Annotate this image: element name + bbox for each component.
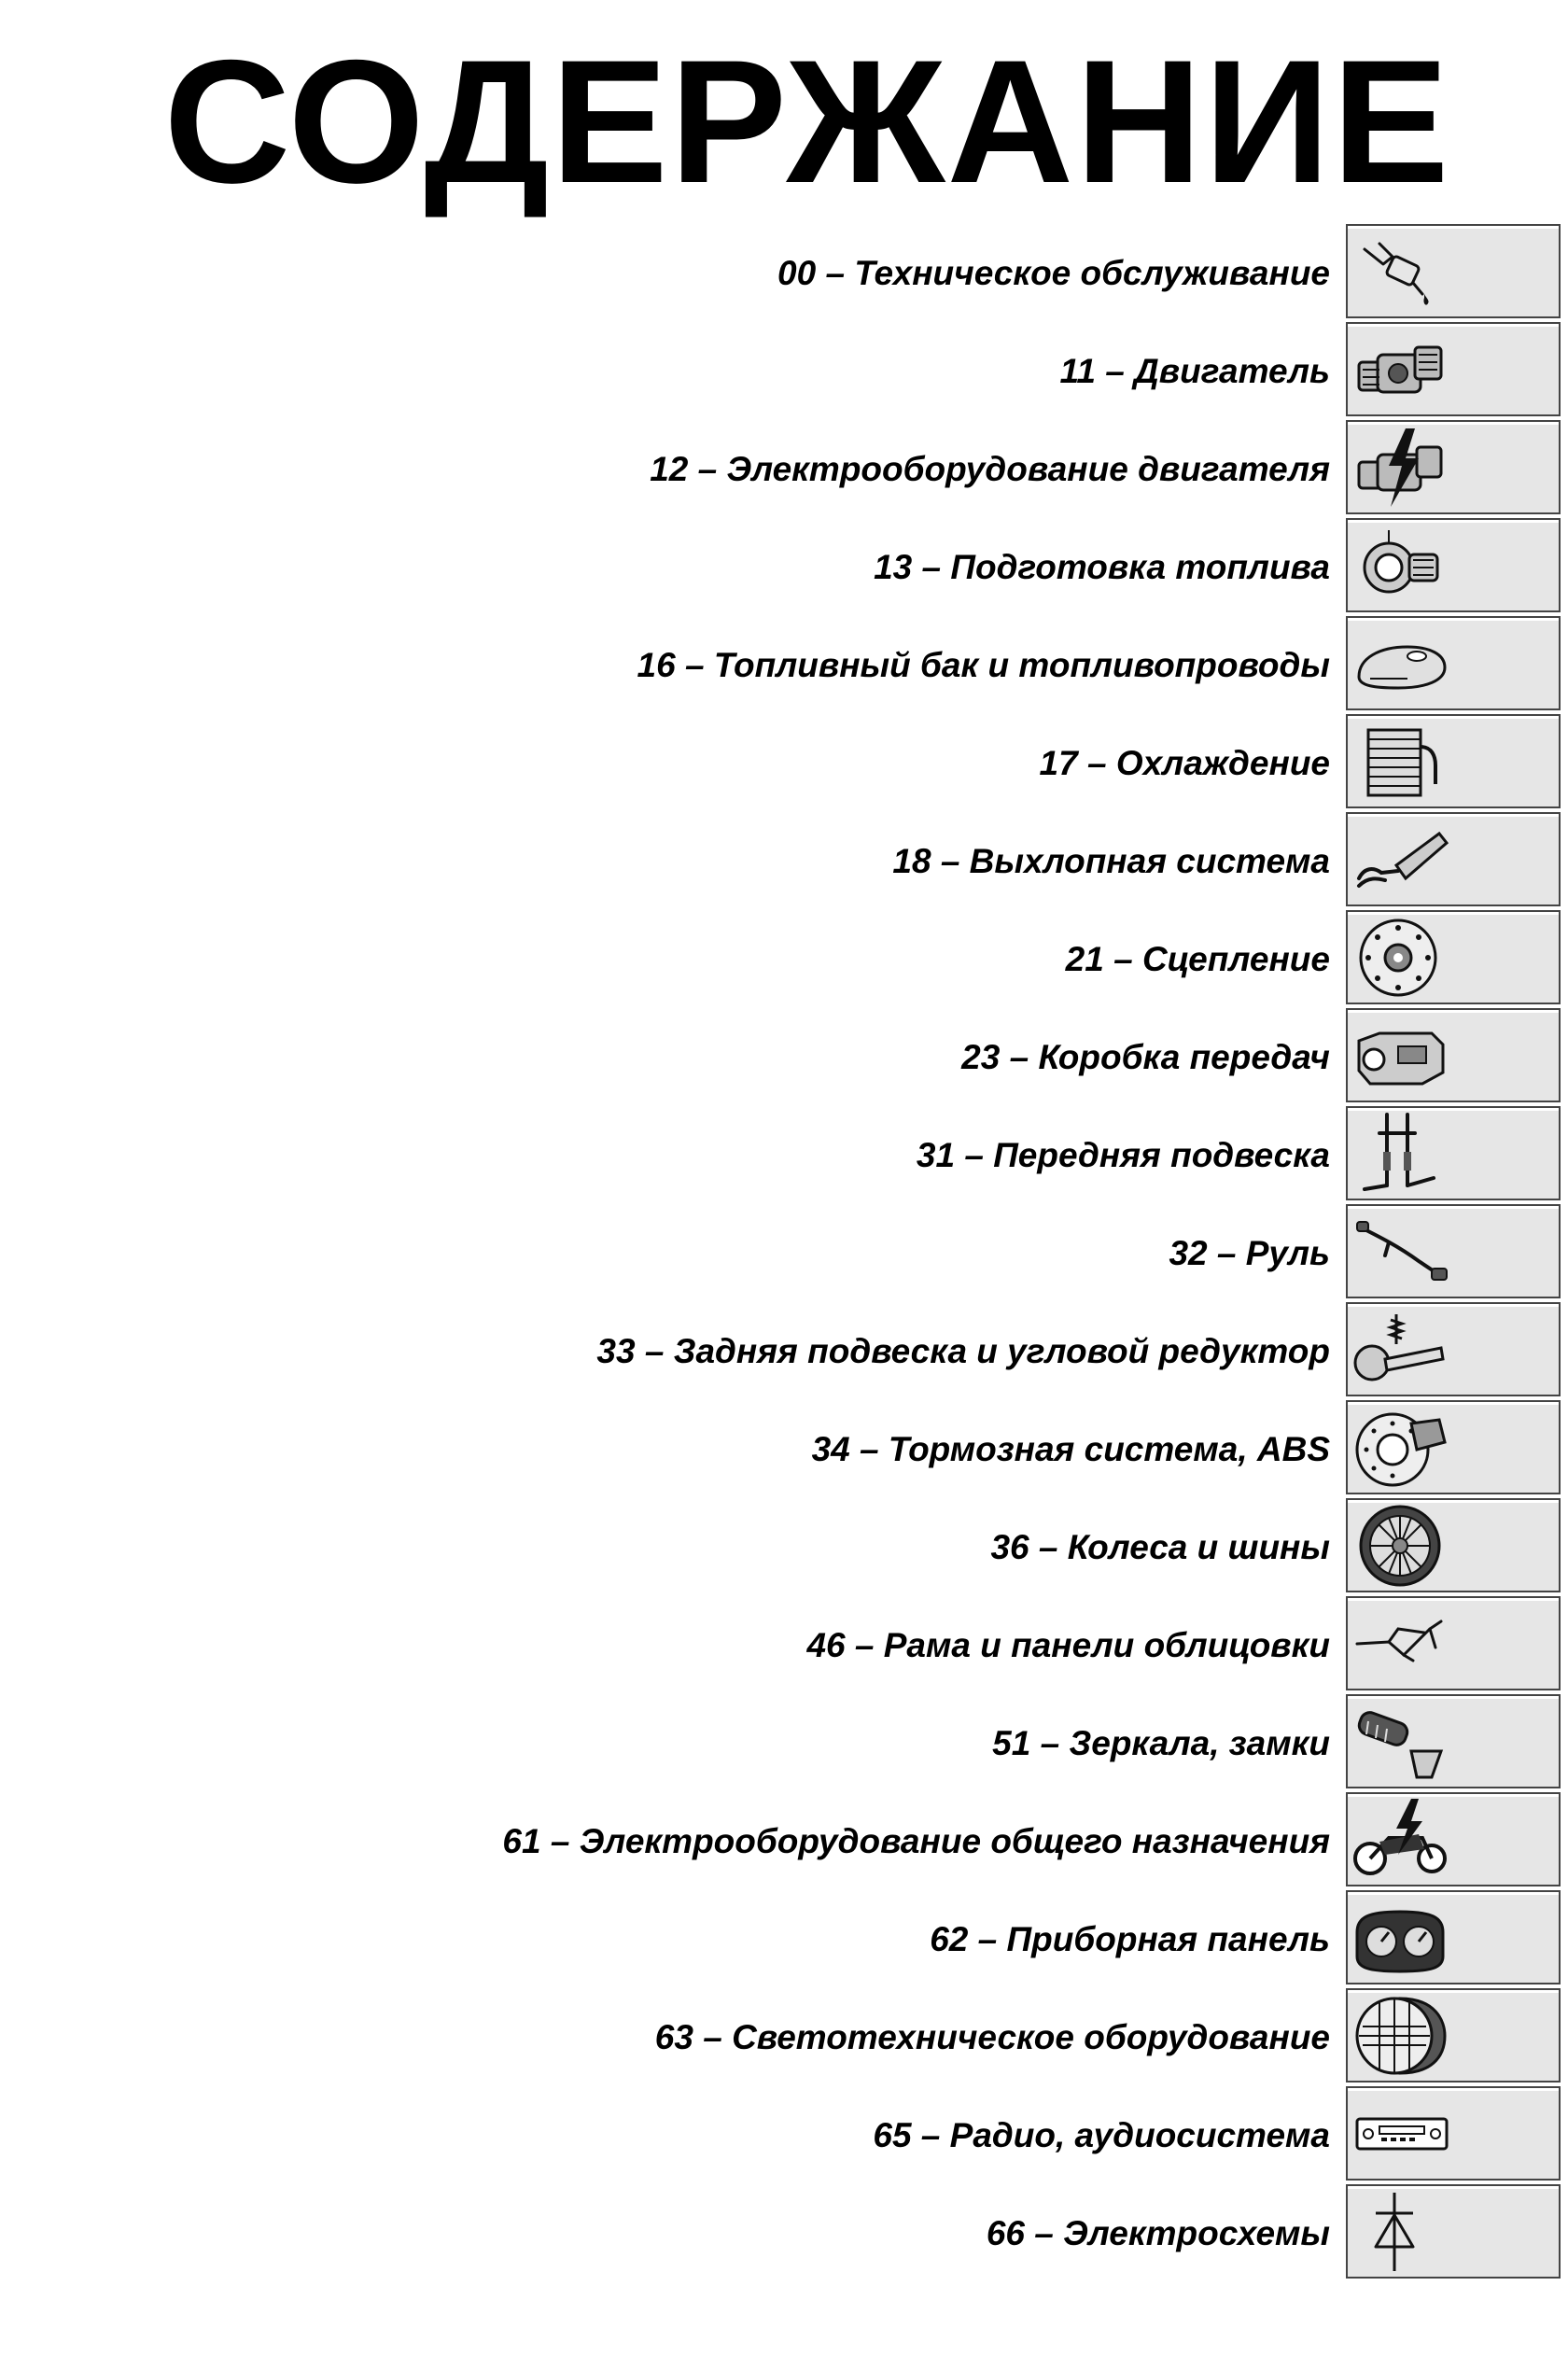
toc-entry-label: 46 – Рама и панели облицовки [806,1626,1330,1664]
section-tab[interactable] [1346,714,1561,808]
toc-entry-63[interactable] [0,1988,1568,2086]
toc-entry-label: 23 – Коробка передач [961,1038,1330,1076]
handlebar-icon [1351,1209,1454,1295]
toc-entry-23[interactable] [0,1008,1568,1106]
toc-entry-17[interactable] [0,714,1568,812]
toc-entry-label: 31 – Передняя подвеска [916,1136,1330,1174]
section-tab[interactable] [1346,2184,1561,2279]
instrument-panel-icon [1351,1895,1454,1981]
frame-icon [1351,1601,1454,1687]
toc-entry-label: 12 – Электрооборудование двигателя [650,450,1330,488]
toc-entry-36[interactable] [0,1498,1568,1596]
section-tab[interactable] [1346,1498,1561,1592]
toc-entry-13[interactable] [0,518,1568,616]
section-tab[interactable] [1346,420,1561,514]
front-fork-icon [1351,1111,1454,1197]
brake-disc-icon [1351,1405,1454,1491]
toc-entry-16[interactable] [0,616,1568,714]
toc-entry-62[interactable] [0,1890,1568,1988]
section-tab[interactable] [1346,1008,1561,1102]
toc-entry-label: 61 – Электрооборудование общего назначения [502,1822,1330,1860]
throttle-body-icon [1351,523,1454,609]
toc-entry-label: 62 – Приборная панель [930,1920,1330,1958]
motorcycle-electric-icon [1351,1797,1454,1883]
toc-entry-51[interactable] [0,1694,1568,1792]
toc-entry-label: 63 – Светотехническое оборудование [654,2018,1330,2056]
headlight-icon [1351,1993,1454,2079]
toc-entry-label: 65 – Радио, аудиосистема [873,2116,1330,2154]
section-tab[interactable] [1346,2086,1561,2181]
toc-entry-label: 33 – Задняя подвеска и угловой редуктор [596,1332,1330,1370]
clutch-disc-icon [1351,915,1454,1001]
toc-entry-66[interactable] [0,2184,1568,2282]
section-tab[interactable] [1346,1988,1561,2083]
toc-entry-label: 32 – Руль [1169,1234,1330,1272]
section-tab[interactable] [1346,910,1561,1004]
engine-icon [1351,327,1454,413]
toc-entry-61[interactable] [0,1792,1568,1890]
toc-entry-11[interactable] [0,322,1568,420]
toc-entry-label: 11 – Двигатель [1059,352,1330,390]
rear-suspension-icon [1351,1307,1454,1393]
section-tab[interactable] [1346,616,1561,710]
section-tab[interactable] [1346,1302,1561,1396]
toc-entry-label: 00 – Техническое обслуживание [777,254,1330,292]
toc-entry-label: 66 – Электросхемы [986,2214,1330,2252]
section-tab[interactable] [1346,1694,1561,1788]
section-tab[interactable] [1346,224,1561,318]
section-tab[interactable] [1346,1792,1561,1886]
toc-entry-12[interactable] [0,420,1568,518]
oil-can-icon [1351,229,1454,315]
toc-entry-65[interactable] [0,2086,1568,2184]
toc-entry-label: 34 – Тормозная система, ABS [811,1430,1330,1468]
mirror-lock-icon [1351,1699,1454,1785]
toc-entry-label: 17 – Охлаждение [1039,744,1330,782]
section-tab[interactable] [1346,812,1561,906]
toc-entry-32[interactable] [0,1204,1568,1302]
toc-entry-21[interactable] [0,910,1568,1008]
radiator-icon [1351,719,1454,805]
toc-entry-label: 21 – Сцепление [1065,940,1330,978]
section-tab[interactable] [1346,518,1561,612]
fuel-tank-icon [1351,621,1454,707]
wheel-icon [1351,1503,1454,1589]
section-tab[interactable] [1346,1596,1561,1690]
engine-electric-icon [1351,425,1454,511]
toc-entry-33[interactable] [0,1302,1568,1400]
toc-entry-label: 18 – Выхлопная система [892,842,1330,880]
section-tab[interactable] [1346,1400,1561,1494]
exhaust-icon [1351,817,1454,903]
page-title: СОДЕРЖАНИЕ [163,23,1451,219]
radio-icon [1351,2091,1454,2177]
toc-entry-46[interactable] [0,1596,1568,1694]
toc-entry-31[interactable] [0,1106,1568,1204]
toc-entry-label: 51 – Зеркала, замки [992,1724,1330,1762]
section-tab[interactable] [1346,322,1561,416]
diode-symbol-icon [1351,2189,1454,2275]
toc-entry-label: 16 – Топливный бак и топливопроводы [637,646,1330,684]
section-tab[interactable] [1346,1204,1561,1298]
toc-entry-00[interactable] [0,224,1568,322]
toc-entry-label: 36 – Колеса и шины [990,1528,1330,1566]
toc-entry-label: 13 – Подготовка топлива [874,548,1330,586]
section-tab[interactable] [1346,1890,1561,1984]
toc-entry-34[interactable] [0,1400,1568,1498]
section-tab[interactable] [1346,1106,1561,1200]
toc-entry-18[interactable] [0,812,1568,910]
gearbox-icon [1351,1013,1454,1099]
